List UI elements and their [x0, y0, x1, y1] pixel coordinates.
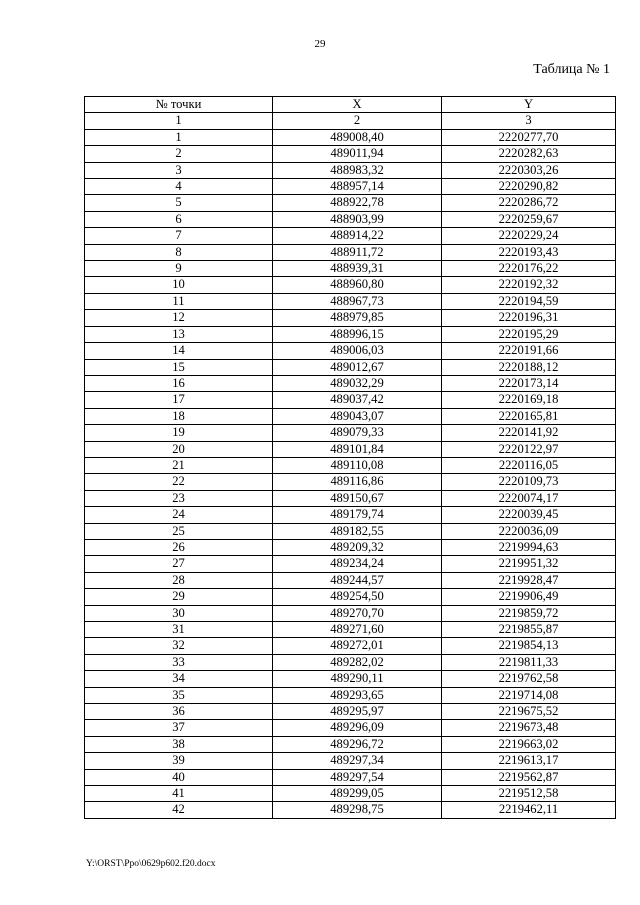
y-cell: 2220141,92	[442, 425, 616, 441]
table-row	[85, 146, 616, 162]
y-cell: 2220188,12	[442, 359, 616, 375]
point-number-cell: 35	[85, 687, 273, 703]
y-cell: 2220173,14	[442, 375, 616, 391]
y-cell: 2220176,22	[442, 261, 616, 277]
table-row	[85, 375, 616, 391]
x-cell: 488960,80	[273, 277, 442, 293]
table-row	[85, 802, 616, 818]
point-number-cell: 22	[85, 474, 273, 490]
point-number-cell: 19	[85, 425, 273, 441]
table-row	[85, 687, 616, 703]
page-number: 29	[314, 38, 326, 50]
table-row	[85, 244, 616, 260]
point-number-cell: 13	[85, 326, 273, 342]
table-row	[85, 392, 616, 408]
y-cell: 2219855,87	[442, 622, 616, 638]
table-row	[85, 457, 616, 473]
y-cell: 2220277,70	[442, 129, 616, 145]
point-number-cell: 41	[85, 786, 273, 802]
y-cell: 2220169,18	[442, 392, 616, 408]
x-cell: 489293,65	[273, 687, 442, 703]
column-number: 3	[442, 113, 616, 129]
x-cell: 488979,85	[273, 310, 442, 326]
x-cell: 489282,02	[273, 654, 442, 670]
y-cell: 2220259,67	[442, 211, 616, 227]
y-cell: 2219714,08	[442, 687, 616, 703]
y-cell: 2219928,47	[442, 572, 616, 588]
y-cell: 2220193,43	[442, 244, 616, 260]
point-number-cell: 26	[85, 539, 273, 555]
y-cell: 2220303,26	[442, 162, 616, 178]
point-number-cell: 40	[85, 769, 273, 785]
table-row	[85, 704, 616, 720]
column-number: 2	[273, 113, 442, 129]
y-cell: 2220196,31	[442, 310, 616, 326]
x-cell: 489296,09	[273, 720, 442, 736]
table-row	[85, 293, 616, 309]
point-number-cell: 2	[85, 146, 273, 162]
table-row	[85, 786, 616, 802]
table-row	[85, 261, 616, 277]
y-cell: 2220122,97	[442, 441, 616, 457]
y-cell: 2220290,82	[442, 179, 616, 195]
point-number-cell: 12	[85, 310, 273, 326]
point-number-cell: 9	[85, 261, 273, 277]
y-cell: 2219951,32	[442, 556, 616, 572]
y-cell: 2220286,72	[442, 195, 616, 211]
y-cell: 2219859,72	[442, 605, 616, 621]
point-number-cell: 7	[85, 228, 273, 244]
x-cell: 489008,40	[273, 129, 442, 145]
point-number-cell: 10	[85, 277, 273, 293]
x-cell: 488911,72	[273, 244, 442, 260]
table-row	[85, 326, 616, 342]
table-row	[85, 228, 616, 244]
y-cell: 2219663,02	[442, 736, 616, 752]
point-number-cell: 34	[85, 671, 273, 687]
x-cell: 489296,72	[273, 736, 442, 752]
x-cell: 488939,31	[273, 261, 442, 277]
point-number-cell: 14	[85, 343, 273, 359]
point-number-cell: 15	[85, 359, 273, 375]
y-cell: 2220039,45	[442, 507, 616, 523]
y-cell: 2220074,17	[442, 490, 616, 506]
y-cell: 2219906,49	[442, 589, 616, 605]
point-number-cell: 39	[85, 753, 273, 769]
point-number-cell: 3	[85, 162, 273, 178]
table-row	[85, 162, 616, 178]
table-row	[85, 490, 616, 506]
y-cell: 2220194,59	[442, 293, 616, 309]
y-cell: 2219994,63	[442, 539, 616, 555]
table-row	[85, 211, 616, 227]
x-cell: 489079,33	[273, 425, 442, 441]
x-cell: 489271,60	[273, 622, 442, 638]
y-cell: 2219675,52	[442, 704, 616, 720]
point-number-cell: 38	[85, 736, 273, 752]
point-number-cell: 1	[85, 129, 273, 145]
x-cell: 488983,32	[273, 162, 442, 178]
table-caption: Таблица № 1	[533, 62, 610, 77]
y-cell: 2220165,81	[442, 408, 616, 424]
point-number-cell: 5	[85, 195, 273, 211]
point-number-cell: 17	[85, 392, 273, 408]
point-number-cell: 21	[85, 457, 273, 473]
x-cell: 489298,75	[273, 802, 442, 818]
table-row	[85, 589, 616, 605]
x-cell: 489110,08	[273, 457, 442, 473]
table-row	[85, 507, 616, 523]
table-row	[85, 769, 616, 785]
point-number-cell: 29	[85, 589, 273, 605]
x-cell: 489011,94	[273, 146, 442, 162]
x-cell: 489043,07	[273, 408, 442, 424]
point-number-cell: 11	[85, 293, 273, 309]
y-cell: 2219762,58	[442, 671, 616, 687]
table-row	[85, 556, 616, 572]
point-number-cell: 18	[85, 408, 273, 424]
x-cell: 489254,50	[273, 589, 442, 605]
point-number-cell: 4	[85, 179, 273, 195]
point-number-cell: 6	[85, 211, 273, 227]
x-cell: 488914,22	[273, 228, 442, 244]
x-cell: 489290,11	[273, 671, 442, 687]
point-number-cell: 33	[85, 654, 273, 670]
table-row	[85, 539, 616, 555]
table-row	[85, 622, 616, 638]
table-row	[85, 310, 616, 326]
y-cell: 2220109,73	[442, 474, 616, 490]
y-cell: 2219512,58	[442, 786, 616, 802]
header-y: Y	[442, 97, 616, 113]
table-row	[85, 605, 616, 621]
y-cell: 2220192,32	[442, 277, 616, 293]
table-row	[85, 736, 616, 752]
table-row	[85, 195, 616, 211]
x-cell: 489209,32	[273, 539, 442, 555]
table-row	[85, 654, 616, 670]
x-cell: 488903,99	[273, 211, 442, 227]
x-cell: 489297,34	[273, 753, 442, 769]
table-row	[85, 638, 616, 654]
x-cell: 489234,24	[273, 556, 442, 572]
table-row	[85, 129, 616, 145]
y-cell: 2220191,66	[442, 343, 616, 359]
point-number-cell: 20	[85, 441, 273, 457]
table-row	[85, 408, 616, 424]
y-cell: 2220116,05	[442, 457, 616, 473]
point-number-cell: 8	[85, 244, 273, 260]
y-cell: 2220229,24	[442, 228, 616, 244]
x-cell: 489037,42	[273, 392, 442, 408]
x-cell: 489299,05	[273, 786, 442, 802]
table-row	[85, 474, 616, 490]
y-cell: 2220036,09	[442, 523, 616, 539]
x-cell: 489116,86	[273, 474, 442, 490]
x-cell: 489244,57	[273, 572, 442, 588]
x-cell: 489179,74	[273, 507, 442, 523]
x-cell: 489182,55	[273, 523, 442, 539]
point-number-cell: 27	[85, 556, 273, 572]
x-cell: 488967,73	[273, 293, 442, 309]
y-cell: 2219854,13	[442, 638, 616, 654]
y-cell: 2219613,17	[442, 753, 616, 769]
column-number-row	[85, 113, 616, 129]
point-number-cell: 23	[85, 490, 273, 506]
point-number-cell: 42	[85, 802, 273, 818]
y-cell: 2219462,11	[442, 802, 616, 818]
header-point-number: № точки	[85, 97, 273, 113]
y-cell: 2220195,29	[442, 326, 616, 342]
x-cell: 489006,03	[273, 343, 442, 359]
x-cell: 489032,29	[273, 375, 442, 391]
x-cell: 489270,70	[273, 605, 442, 621]
table-row	[85, 523, 616, 539]
y-cell: 2220282,63	[442, 146, 616, 162]
table-row	[85, 572, 616, 588]
point-number-cell: 37	[85, 720, 273, 736]
y-cell: 2219811,33	[442, 654, 616, 670]
point-number-cell: 30	[85, 605, 273, 621]
y-cell: 2219673,48	[442, 720, 616, 736]
point-number-cell: 36	[85, 704, 273, 720]
x-cell: 489297,54	[273, 769, 442, 785]
x-cell: 489295,97	[273, 704, 442, 720]
point-number-cell: 25	[85, 523, 273, 539]
table-row	[85, 179, 616, 195]
table-row	[85, 753, 616, 769]
column-number: 1	[85, 113, 273, 129]
table-header-row	[85, 97, 616, 113]
header-x: X	[273, 97, 442, 113]
point-number-cell: 31	[85, 622, 273, 638]
x-cell: 489101,84	[273, 441, 442, 457]
point-number-cell: 28	[85, 572, 273, 588]
x-cell: 489150,67	[273, 490, 442, 506]
coordinates-table	[84, 96, 616, 819]
table-row	[85, 441, 616, 457]
x-cell: 488922,78	[273, 195, 442, 211]
point-number-cell: 32	[85, 638, 273, 654]
x-cell: 488957,14	[273, 179, 442, 195]
point-number-cell: 16	[85, 375, 273, 391]
x-cell: 488996,15	[273, 326, 442, 342]
table-row	[85, 425, 616, 441]
footer-file-path: Y:\ORST\Ppo\0629p602.f20.docx	[86, 859, 216, 869]
table-row	[85, 720, 616, 736]
x-cell: 489272,01	[273, 638, 442, 654]
y-cell: 2219562,87	[442, 769, 616, 785]
table-row	[85, 359, 616, 375]
table-row	[85, 343, 616, 359]
point-number-cell: 24	[85, 507, 273, 523]
x-cell: 489012,67	[273, 359, 442, 375]
table-row	[85, 277, 616, 293]
table-row	[85, 671, 616, 687]
